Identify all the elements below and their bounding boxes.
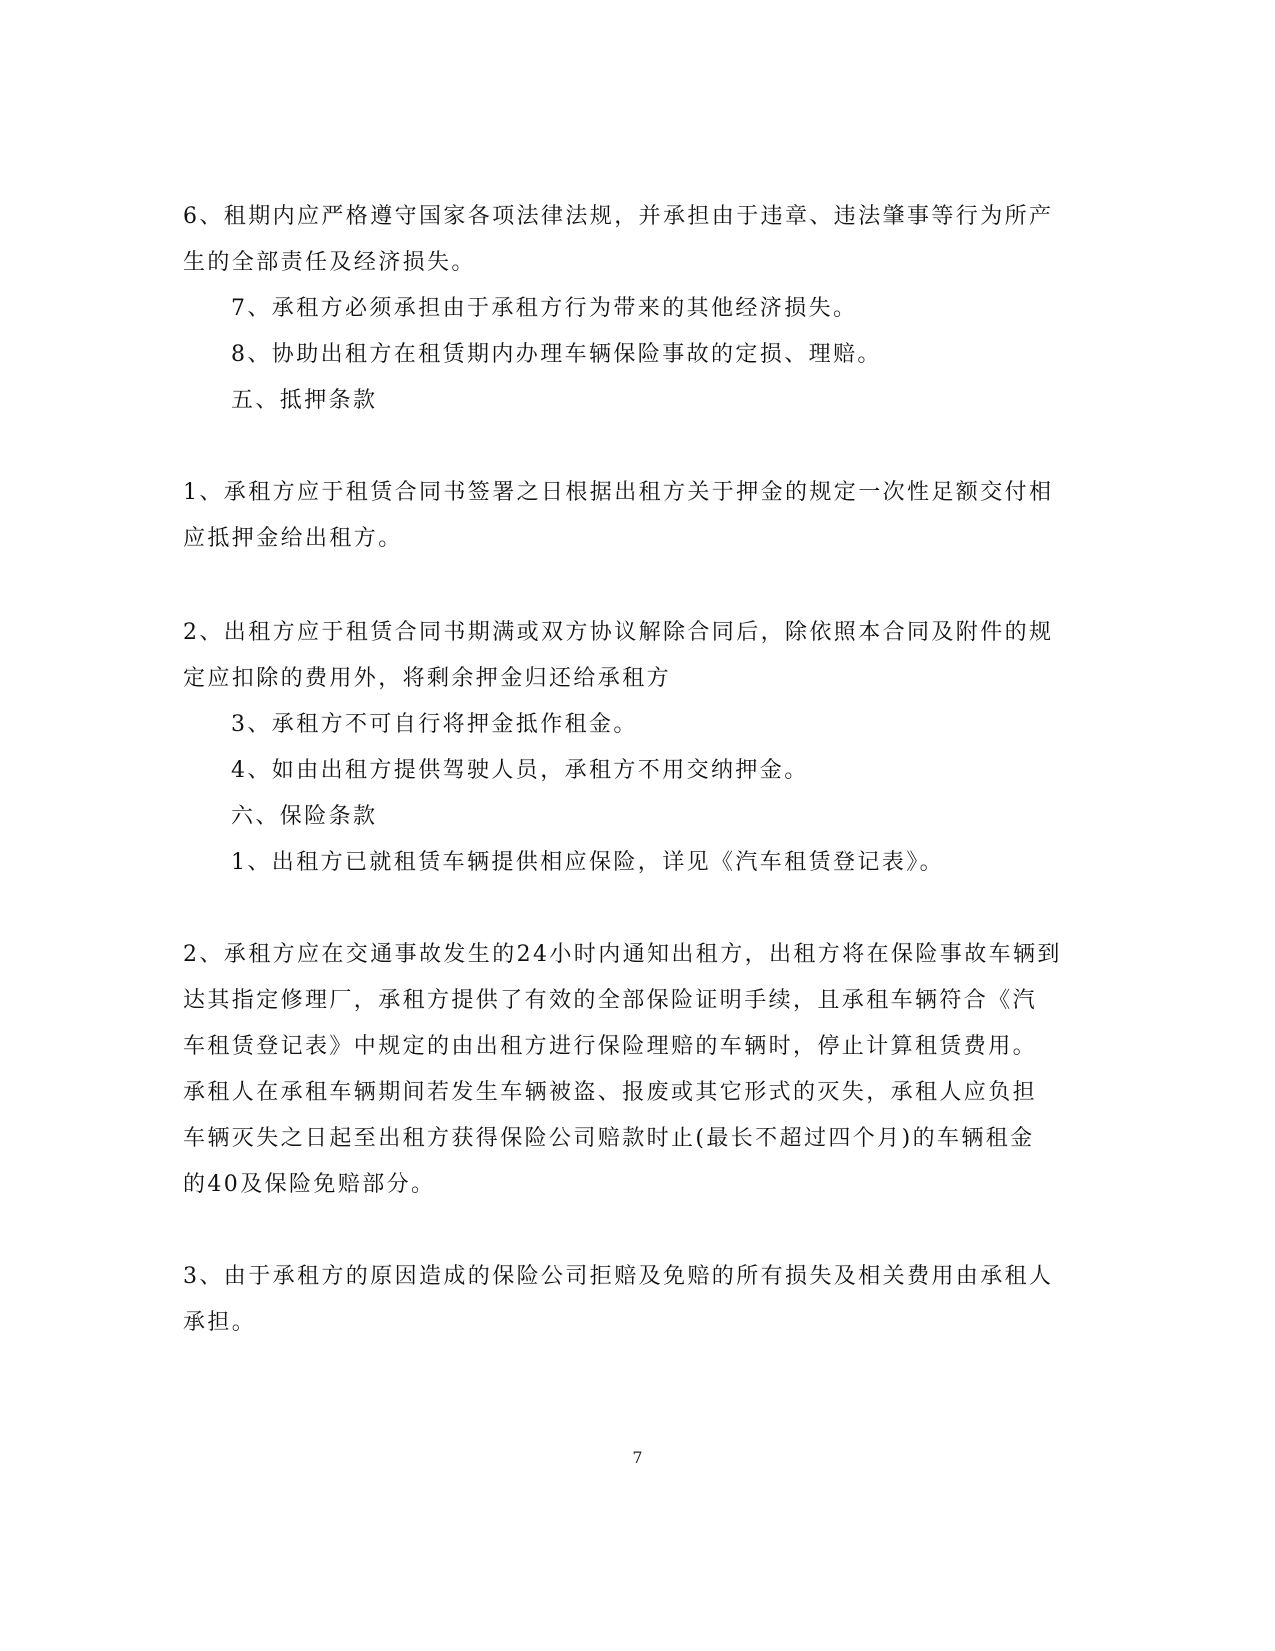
clause-4-6-line-2: 生的全部责任及经济损失。 xyxy=(183,250,476,275)
clause-6-2-line-4: 承租人在承租车辆期间若发生车辆被盗、报废或其它形式的灭失，承租人应负担 xyxy=(183,1080,1038,1105)
clause-6-2-line-3: 车租赁登记表》中规定的由出租方进行保险理赔的车辆时，停止计算租赁费用。 xyxy=(183,1034,1038,1059)
clause-6-3-line-2: 承担。 xyxy=(183,1310,257,1335)
clause-6-1: 1、出租方已就租赁车辆提供相应保险，详见《汽车租赁登记表》。 xyxy=(231,850,944,875)
section-heading-insurance: 六、保险条款 xyxy=(231,804,378,829)
clause-4-6-line-1: 6、租期内应严格遵守国家各项法律法规，并承担由于违章、违法肇事等行为所产 xyxy=(183,204,1054,229)
clause-5-2-line-2: 定应扣除的费用外，将剩余押金归还给承租方 xyxy=(183,666,672,691)
clause-6-3-line-1: 3、由于承租方的原因造成的保险公司拒赔及免赔的所有损失及相关费用由承租人 xyxy=(183,1264,1054,1289)
clause-5-4: 4、如由出租方提供驾驶人员，承租方不用交纳押金。 xyxy=(231,758,809,783)
clause-6-2-line-1: 2、承租方应在交通事故发生的24小时内通知出租方，出租方将在保险事故车辆到 xyxy=(183,942,1062,967)
clause-6-2-line-5: 车辆灭失之日起至出租方获得保险公司赔款时止(最长不超过四个月)的车辆租金 xyxy=(183,1126,1035,1151)
clause-4-8: 8、协助出租方在租赁期内办理车辆保险事故的定损、理赔。 xyxy=(231,342,882,367)
clause-4-7: 7、承租方必须承担由于承租方行为带来的其他经济损失。 xyxy=(231,296,858,321)
clause-5-1-line-1: 1、承租方应于租赁合同书签署之日根据出租方关于押金的规定一次性足额交付相 xyxy=(183,480,1054,505)
section-heading-mortgage: 五、抵押条款 xyxy=(231,388,378,413)
clause-6-2-line-2: 达其指定修理厂，承租方提供了有效的全部保险证明手续，且承租车辆符合《汽 xyxy=(183,988,1038,1013)
clause-5-1-line-2: 应抵押金给出租方。 xyxy=(183,526,403,551)
clause-5-2-line-1: 2、出租方应于租赁合同书期满或双方协议解除合同后，除依照本合同及附件的规 xyxy=(183,620,1054,645)
clause-6-2-line-6: 的40及保险免赔部分。 xyxy=(183,1172,436,1197)
page-number: 7 xyxy=(632,1448,643,1467)
clause-5-3: 3、承租方不可自行将押金抵作租金。 xyxy=(231,712,638,737)
